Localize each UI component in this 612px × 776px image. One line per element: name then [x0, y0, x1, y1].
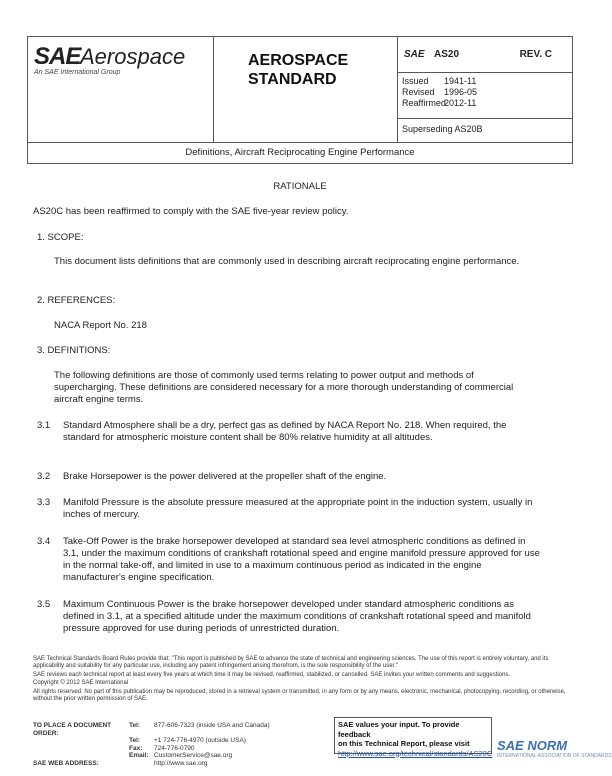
definition-3-1-text: Standard Atmosphere shall be a dry, perfect gas as defined by NACA Report No. 218. When required, the standard for atmospheric moisture content shall be 80% relative humidity at all altitudes. — [63, 420, 507, 443]
document-title: Definitions, Aircraft Reciprocating Engine Performance — [27, 143, 573, 164]
definition-3-5-text: Maximum Continuous Power is the brake horsepower developed under standard atmospheric conditions as defined in 3.1, at a specified altitude under the maximum conditions of crankshaft rotational speed and manifold pressure approved for use during periods of unrestricted duration. — [63, 599, 531, 634]
definition-3-4-number: 3.4 — [37, 536, 51, 547]
watermark-text: SAE NORM — [497, 738, 568, 753]
dates-block — [398, 73, 572, 119]
definition-3-2-text: Brake Horsepower is the power delivered at the propeller shaft of the engine. — [63, 471, 387, 482]
watermark-subtext: INTERNATIONAL ASSOCIATION OF STANDARDS — [497, 753, 612, 759]
footer-rights: All rights reserved. No part of this publication may be reproduced, stored in a retrieval system or transmitted, in any form or by any means, electronic, mechanical, photocopying, recording, or otherwise, without the prior written permission of SAE. — [33, 688, 566, 702]
order-block — [33, 722, 270, 760]
references-heading: 2. REFERENCES: — [37, 295, 116, 306]
revised-label: Revised — [402, 87, 435, 97]
tel-label: Tel: — [129, 722, 141, 729]
issued-date: 1941-11 — [444, 76, 477, 86]
definition-3-3-text: Manifold Pressure is the absolute pressure measured at the appropriate point in the induction system, usually in inches of mercury. — [63, 497, 533, 520]
tel-outside: +1 724-776-4970 (outside USA) — [154, 737, 246, 744]
web-link[interactable]: http://www.sae.org — [154, 760, 208, 767]
doc-id-row — [398, 37, 572, 73]
standard-title — [248, 51, 348, 89]
feedback-link[interactable]: http://www.sae.org/technical/standards/AS20C — [338, 748, 493, 758]
tel-inside: 877-606-7323 (inside USA and Canada) — [154, 722, 270, 729]
reaffirmed-label: Reaffirmed — [402, 98, 446, 108]
footer-review: SAE reviews each technical report at least every five years at which time it may be revised, reaffirmed, stabilized, or cancelled. SAE invites your written comments and suggestions. — [33, 671, 511, 678]
feedback-box — [334, 717, 493, 758]
revision-label: REV. C — [519, 49, 552, 60]
standard-title-line-1: AEROSPACE — [248, 52, 349, 69]
email-label: Email: — [129, 752, 149, 759]
references-text: NACA Report No. 218 — [54, 320, 147, 331]
logo-cell — [28, 37, 214, 142]
header-box — [27, 36, 573, 143]
web-address-row — [33, 760, 207, 767]
footer-copyright: Copyright © 2012 SAE International — [33, 680, 129, 686]
revised-date: 1996-05 — [444, 87, 478, 97]
rationale-text: AS20C has been reaffirmed to comply with the SAE five-year review policy. — [33, 206, 349, 217]
rationale-heading: RATIONALE — [273, 181, 327, 192]
info-cell — [398, 37, 572, 142]
standard-title-line-2: STANDARD — [248, 71, 337, 88]
footer-rules: SAE Technical Standards Board Rules provide that: "This report is published by SAE to advance the state of technical and engineering sciences. The use of this report is entirely voluntary, and its applicability and suitability for any particular use, including any patent infringement arising therefrom, is the sole responsibility of the user." — [33, 656, 549, 669]
aerospace-logo-text: Aerospace — [80, 44, 186, 69]
standard-cell — [214, 37, 398, 142]
definitions-intro: The following definitions are those of commonly used terms relating to power output and methods of supercharging. These definitions are considered necessary for a more thorough understanding of commercial aircraft engine terms. — [54, 370, 514, 405]
document-number: AS20 — [434, 49, 460, 60]
logo-subtitle: An SAE International Group — [34, 69, 121, 76]
order-label: TO PLACE A DOCUMENT ORDER: — [33, 722, 112, 737]
definitions-heading: 3. DEFINITIONS: — [37, 345, 111, 356]
superseding-note: Superseding AS20B — [402, 124, 483, 134]
definition-3-5-number: 3.5 — [37, 599, 51, 610]
sae-mini-logo: SAE — [404, 49, 425, 60]
definition-3-2-number: 3.2 — [37, 471, 51, 482]
fax-label: Fax: — [129, 744, 143, 752]
sae-logo: SAE — [34, 43, 81, 70]
web-label: SAE WEB ADDRESS: — [33, 760, 99, 767]
feedback-line-1: SAE values your input. To provide feedback — [338, 720, 460, 739]
legal-footer — [33, 656, 573, 704]
scope-text: This document lists definitions that are commonly used in describing aircraft reciprocating engine performance. — [54, 256, 520, 267]
definition-3-3-number: 3.3 — [37, 497, 51, 508]
tel-label-2: Tel: — [129, 737, 141, 744]
definition-3-4-text: Take-Off Power is the brake horsepower developed at standard sea level atmospheric conditions as defined in 3.1, under the maximum conditions of crankshaft rotational speed and engine manifold pressure approved for use in the normal take-off, and limited in use to a maximum continuous period as indicated in the engine manufacturer's engine specification. — [63, 536, 540, 583]
definition-3-1-number: 3.1 — [37, 420, 51, 431]
sae-norm-watermark — [497, 738, 612, 759]
issued-label: Issued — [402, 76, 429, 86]
email-link[interactable]: CustomerService@sae.org — [154, 752, 233, 759]
fax-number: 724-776-0790 — [154, 744, 195, 752]
feedback-line-2: on this Technical Report, please visit — [338, 739, 470, 748]
reaffirmed-date: 2012-11 — [444, 98, 477, 108]
scope-heading: 1. SCOPE: — [37, 232, 84, 243]
